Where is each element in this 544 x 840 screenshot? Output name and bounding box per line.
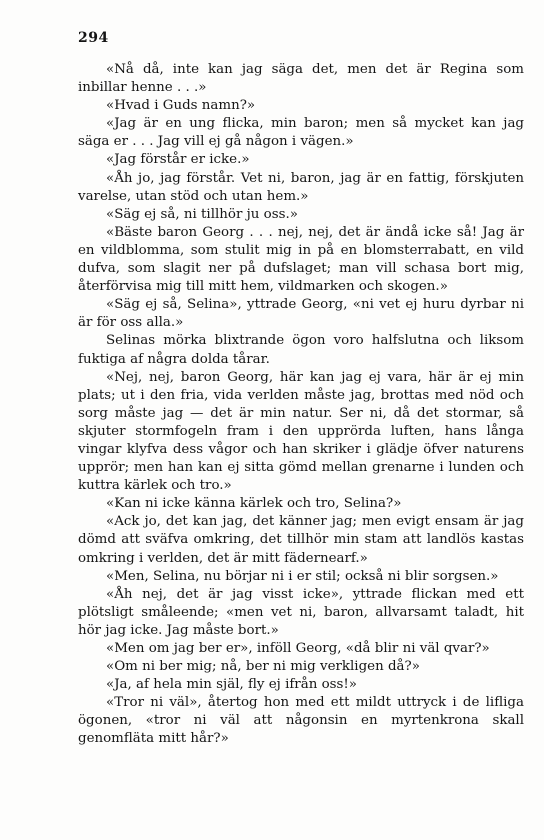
body-text [78, 61, 524, 749]
paragraph: «Ja, af hela min själ, fly ej ifrån oss!» [106, 677, 357, 693]
paragraph: «Tror ni väl», återtog hon med ett mildt uttryck i de lifliga ögonen, «tror ni väl att någonsin en myrtenkrona skall genomfläta mitt hår?» [78, 695, 524, 747]
paragraph: «Åh nej, det är jag visst icke», yttrade flickan med ett plötsligt småleende; «men vet ni, baron, allvarsamt taladt, hit hör jag icke. Jag måste bort.» [78, 586, 524, 638]
paragraph: «Nej, nej, baron Georg, här kan jag ej vara, här är ej min plats; ut i den fria, vida verlden måste jag, brottas med nöd och sorg måste jag — det är min natur. Ser ni, då det stormar, så skjuter stormfogeln fram i den upprörda luften, hans långa vingar klyfva dess vågor och han skriker i glädje öfver naturens upprör; men han kan ej sitta gömd mellan grenarne i lunden och kuttra kärlek och tro.» [78, 369, 524, 494]
paragraph: «Säg ej så, Selina», yttrade Georg, «ni vet ej huru dyrbar ni är för oss alla.» [78, 297, 524, 331]
paragraph: «Bäste baron Georg . . . nej, nej, det är ändå icke så! Jag är en vildblomma, som stulit mig in på en blomsterrabatt, en vild dufva, som slagit ner på dufslaget; man vill schasa bort mig, återförvisa mig till mitt hem, vildmarken och skogen.» [78, 224, 524, 295]
page-number: 294 [78, 30, 109, 46]
paragraph: «Kan ni icke känna kärlek och tro, Selina?» [106, 496, 402, 512]
paragraph: «Jag förstår er icke.» [106, 152, 250, 168]
paragraph: «Åh jo, jag förstår. Vet ni, baron, jag är en fattig, förskjuten varelse, utan stöd och utan hem.» [78, 170, 524, 204]
paragraph: «Jag är en ung flicka, min baron; men så mycket kan jag säga er . . . Jag vill ej gå någon i vägen.» [78, 116, 524, 150]
paragraph: «Men om jag ber er», inföll Georg, «då blir ni väl qvar?» [106, 641, 490, 656]
paragraph: «Hvad i Guds namn?» [106, 98, 256, 114]
paragraph: «Ack jo, det kan jag, det känner jag; men evigt ensam är jag dömd att sväfva omkring, det tillhör min stam att landlös kastas omkring i verlden, det är mitt fädernearf.» [78, 514, 524, 566]
paragraph: Selinas mörka blixtrande ögon voro halfslutna och liksom fuktiga af några dolda tårar. [78, 333, 524, 367]
paragraph: «Nå då, inte kan jag säga det, men det är Regina som inbillar henne . . .» [78, 62, 524, 96]
paragraph: «Säg ej så, ni tillhör ju oss.» [106, 206, 298, 222]
paragraph: «Men, Selina, nu börjar ni i er stil; också ni blir sorgsen.» [106, 568, 499, 584]
paragraph: «Om ni ber mig; nå, ber ni mig verkligen då?» [106, 659, 420, 675]
